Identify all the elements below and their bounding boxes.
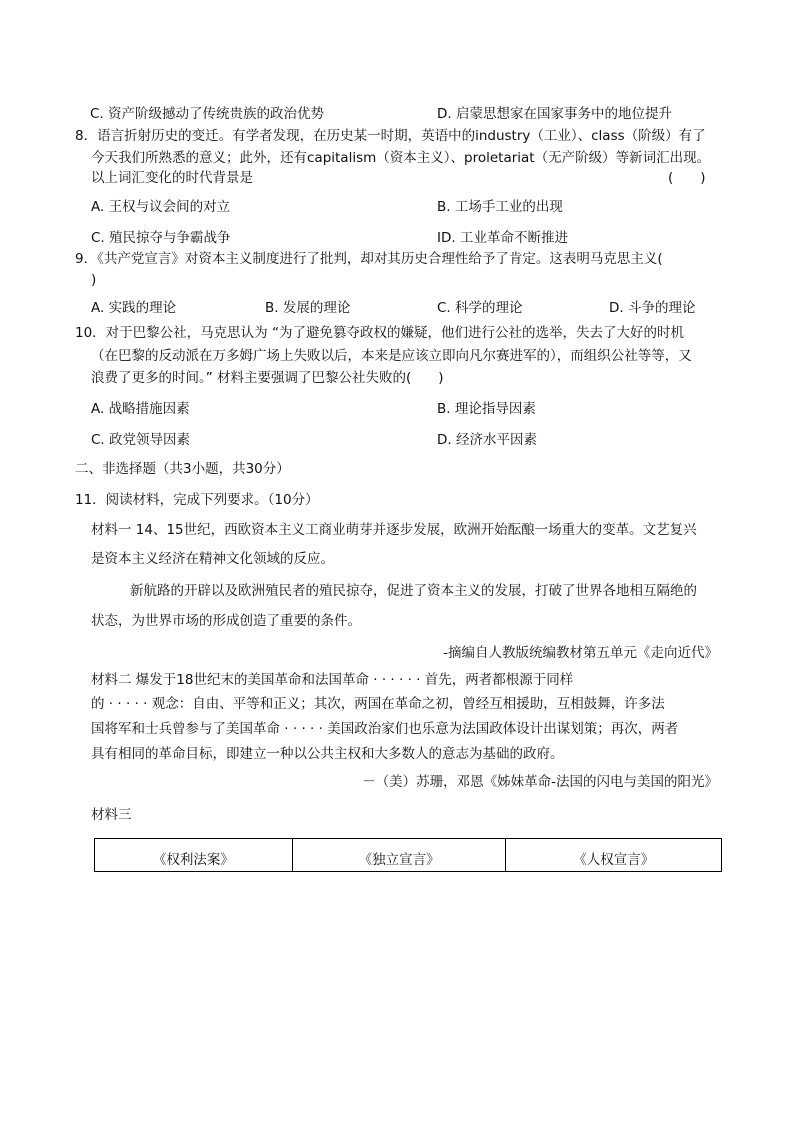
q8-option-c: C. 殖民掠夺与争霸战争	[91, 230, 231, 246]
material2-line4: 具有相同的革命目标，即建立一种以公共主权和大多数人的意志为基础的政府。	[91, 746, 564, 762]
q9-option-a: A. 实践的理论	[91, 300, 177, 316]
q10-stem-line2: （在巴黎的反动派在万多姆广场上失败以后，本来是应该立即向凡尔赛进军的），而组织公社等等，又	[91, 348, 692, 364]
q8-option-d: ID. 工业革命不断推进	[437, 230, 568, 246]
material1-line3: 新航路的开辟以及欧洲殖民者的殖民掠夺，促进了资本主义的发展，打破了世界各地相互隔绝的	[130, 583, 697, 599]
table-cell-declaration-of-independence: 《独立宣言》	[292, 839, 506, 872]
q7-option-d: D. 启蒙思想家在国家事务中的地位提升	[437, 106, 672, 122]
q8-stem-line1: 8．语言折射历史的变迁。有学者发现，在历史某一时期，英语中的industry（工业）、class（阶级）有了	[75, 128, 706, 144]
q11-stem: 11．阅读材料，完成下列要求。（10分）	[75, 492, 319, 508]
q10-stem-line3: 浪费了更多的时间。” 材料主要强调了巴黎公社失败的( )	[91, 370, 444, 386]
table-cell-declaration-of-rights-of-man: 《人权宣言》	[506, 839, 722, 872]
material2-line3: 国将军和士兵曾参与了美国革命 · · · · · 美国政治家们也乐意为法国政体设计出谋划策；再次，两者	[91, 721, 679, 737]
q10-option-d: D. 经济水平因素	[437, 432, 537, 448]
material1-line2: 是资本主义经济在精神文化领域的反应。	[91, 551, 334, 567]
q7-option-c: C. 资产阶级撼动了传统贵族的政治优势	[90, 106, 325, 122]
q8-answer-paren: ( )	[668, 170, 706, 186]
material2-line1: 材料二 爆发于18世纪末的美国革命和法国革命 · · · · · · 首先，两者都根源于同样	[91, 672, 574, 688]
q8-stem-line3: 以上词汇变化的时代背景是	[91, 170, 253, 186]
q8-option-b: B. 工场手工业的出现	[437, 199, 563, 215]
q10-option-b: B. 理论指导因素	[437, 401, 536, 417]
material1-line1: 材料一 14、15世纪，西欧资本主义工商业萌芽并逐步发展，欧洲开始酝酿一场重大的变革。文艺复兴	[91, 522, 697, 538]
q10-option-c: C. 政党领导因素	[91, 432, 191, 448]
material2-source: －（美）苏珊，邓恩《姊妹革命-法国的闪电与美国的阳光》	[362, 774, 718, 790]
section-heading: 二、非选择题（共3小题，共30分）	[75, 461, 290, 477]
q9-stem-line2: )	[91, 272, 97, 288]
q9-option-c: C. 科学的理论	[437, 300, 523, 316]
q8-stem-line2: 今天我们所熟悉的意义；此外，还有capitalism（资本主义）、proletariat（无产阶级）等新词汇出现。	[91, 150, 711, 166]
q9-option-d: D. 斗争的理论	[609, 300, 696, 316]
table-cell-bill-of-rights: 《权利法案》	[95, 839, 293, 872]
q10-stem-line1: 10．对于巴黎公社，马克思认为 “为了避免篡夺政权的嫌疑，他们进行公社的选举，失去了大好的时机	[75, 325, 684, 341]
material3-label: 材料三	[91, 807, 132, 823]
material1-source: -摘编自人教版统编教材第五单元《走向近代》	[443, 645, 718, 661]
q9-option-b: B. 发展的理论	[265, 300, 351, 316]
material2-line2: 的 · · · · · 观念：自由、平等和正义；其次，两国在革命之初，曾经互相援助，互相鼓舞，许多法	[91, 696, 665, 712]
q10-option-a: A. 战略措施因素	[91, 401, 190, 417]
material1-line4: 状态，为世界市场的形成创造了重要的条件。	[91, 613, 361, 629]
q8-option-a: A. 王权与议会间的对立	[91, 199, 231, 215]
q9-stem-line1: 9．《共产党宣言》对资本主义制度进行了批判，却对其历史合理性给予了肯定。这表明马克思主义(	[75, 251, 663, 267]
material3-table	[94, 838, 722, 872]
table-row	[95, 839, 722, 872]
